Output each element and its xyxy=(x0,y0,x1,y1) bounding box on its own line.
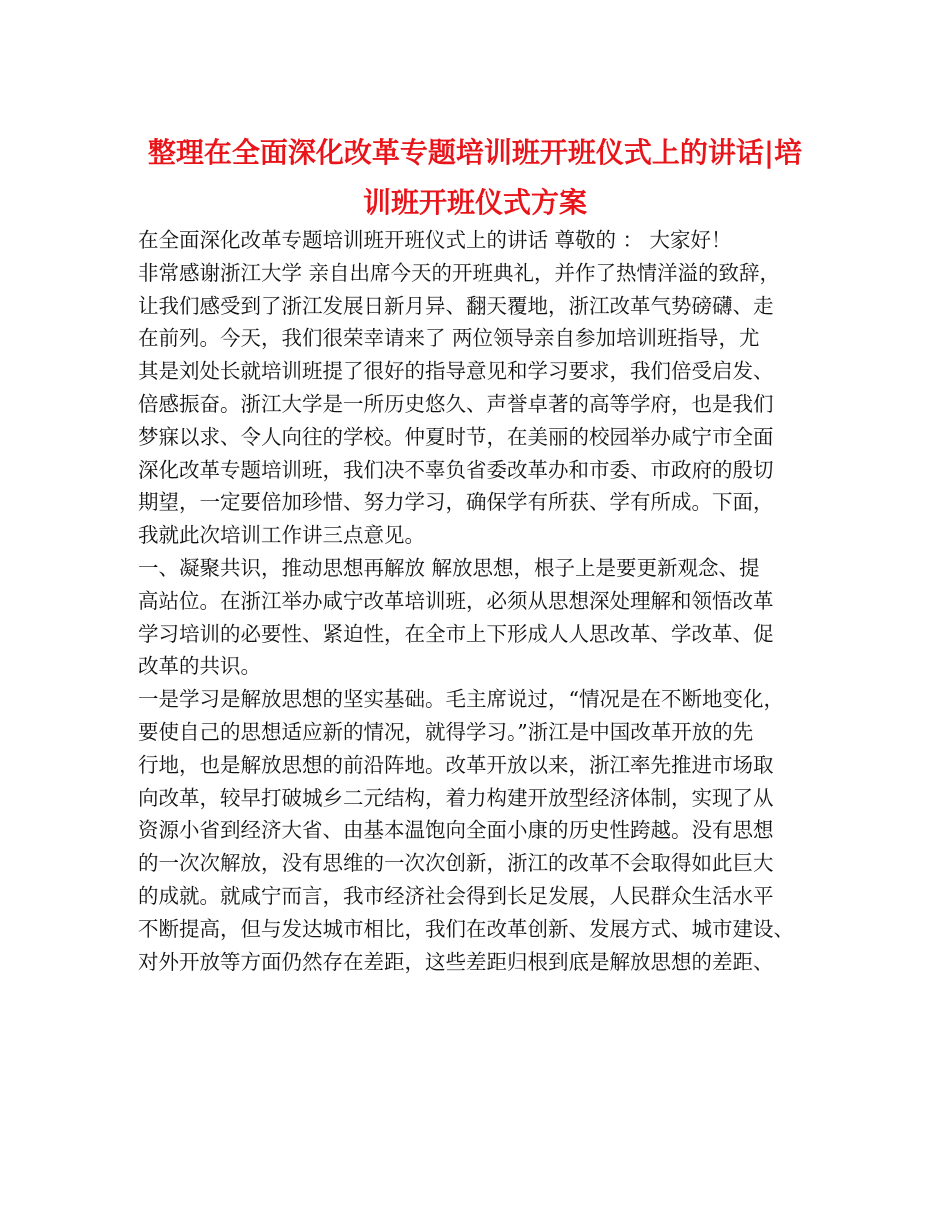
title-line-1: 整理在全面深化改革专题培训班开班仪式上的讲话|培 xyxy=(147,136,803,169)
body-line: 资源小省到经济大省、由基本温饱向全面小康的历史性跨越。没有思想 xyxy=(138,818,774,843)
body-line: 让我们感受到了浙江发展日新月异、翻天覆地，浙江改革气势磅礴、走 xyxy=(138,293,774,318)
body-line: 要使自己的思想适应新的情况，就得学习。”浙江是中国改革开放的先 xyxy=(138,719,754,744)
body-line: 期望，一定要倍加珍惜、努力学习，确保学有所获、学有所成。下面， xyxy=(138,490,774,515)
body-line: 在全面深化改革专题培训班开班仪式上的讲话 尊敬的 ： 大家好！ xyxy=(138,228,732,252)
body-line: 非常感谢浙江大学 亲自出席今天的开班典礼，并作了热情洋溢的致辞， xyxy=(138,260,781,285)
body-line: 对外开放等方面仍然存在差距，这些差距归根到底是解放思想的差距、 xyxy=(138,949,774,974)
body-line: 向改革，较早打破城乡二元结构，着力构建开放型经济体制，实现了从 xyxy=(138,785,774,810)
body-line: 高站位。在浙江举办咸宁改革培训班，必须从思想深处理解和领悟改革 xyxy=(138,588,774,613)
body-line: 深化改革专题培训班，我们决不辜负省委改革办和市委、市政府的殷切 xyxy=(138,457,774,482)
body-line: 一是学习是解放思想的坚实基础。毛主席说过，“情况是在不断地变化， xyxy=(138,687,784,712)
section-heading-line: 一、凝聚共识，推动思想再解放 解放思想，根子上是要更新观念、提 xyxy=(138,555,760,580)
body-line: 不断提高，但与发达城市相比，我们在改革创新、发展方式、城市建设、 xyxy=(138,916,794,941)
body-line: 其是刘处长就培训班提了很好的指导意见和学习要求，我们倍受启发、 xyxy=(138,359,774,384)
body-line: 我就此次培训工作讲三点意见。 xyxy=(138,523,425,548)
body-line: 在前列。今天，我们很荣幸请来了 两位领导亲自参加培训班指导，尤 xyxy=(138,326,760,351)
body-line: 行地，也是解放思想的前沿阵地。改革开放以来，浙江率先推进市场取 xyxy=(138,752,774,777)
body-line: 倍感振奋。浙江大学是一所历史悠久、声誉卓著的高等学府，也是我们 xyxy=(138,391,774,416)
document-title xyxy=(120,128,830,228)
body-line: 的一次次解放，没有思维的一次次创新，浙江的改革不会取得如此巨大 xyxy=(138,851,774,876)
document-body xyxy=(138,224,838,978)
body-line: 的成就。就咸宁而言，我市经济社会得到长足发展，人民群众生活水平 xyxy=(138,883,774,908)
body-line: 学习培训的必要性、紧迫性，在全市上下形成人人思改革、学改革、促 xyxy=(138,621,774,646)
title-line-2: 训班开班仪式方案 xyxy=(362,186,587,219)
body-line: 梦寐以求、令人向往的学校。仲夏时节，在美丽的校园举办咸宁市全面 xyxy=(138,424,774,449)
body-line: 改革的共识。 xyxy=(138,654,261,679)
